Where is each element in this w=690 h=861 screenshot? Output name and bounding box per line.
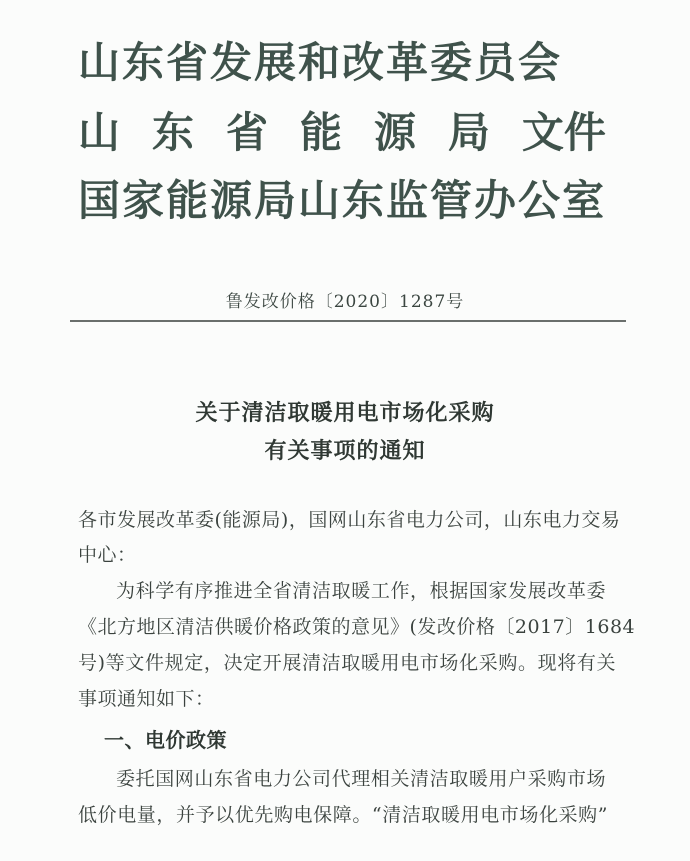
addressee-line-1: 各市发展改革委(能源局)，国网山东省电力公司，山东电力交易	[78, 509, 621, 531]
issuer-char: 源	[373, 108, 416, 157]
issuer-char: 省	[225, 108, 268, 157]
section-1-heading: 一、电价政策	[104, 728, 227, 752]
issuer-char: 局	[447, 108, 490, 157]
addressee-line-2: 中心：	[78, 544, 137, 566]
paragraph-2-line-2: 低价电量，并予以优先购电保障。“清洁取暖用电市场化采购”	[78, 804, 608, 826]
issuer-char: 文件	[521, 108, 606, 157]
header-divider	[70, 320, 626, 322]
issuer-char: 东	[151, 108, 194, 157]
paragraph-1-line-2: 《北方地区清洁供暖价格政策的意见》(发改价格〔2017〕1684	[78, 616, 636, 638]
document-number: 鲁发改价格〔2020〕1287号	[225, 292, 465, 312]
paragraph-1-line-4: 事项通知如下：	[78, 688, 215, 710]
paragraph-1-line-3: 号)等文件规定，决定开展清洁取暖用电市场化采购。现将有关	[78, 652, 616, 674]
document-title-line-2: 有关事项的通知	[264, 438, 426, 464]
issuer-char: 山	[78, 108, 121, 157]
issuer-line-1: 山东省发展和改革委员会	[78, 38, 563, 87]
issuer-line-2	[78, 108, 606, 158]
paragraph-1-line-1: 为科学有序推进全省清洁取暖工作，根据国家发展改革委	[116, 580, 606, 602]
issuer-char: 能	[299, 108, 342, 157]
issuer-line-3: 国家能源局山东监管办公室	[78, 176, 607, 225]
paragraph-2-line-1: 委托国网山东省电力公司代理相关清洁取暖用户采购市场	[116, 768, 606, 790]
document-title-line-1: 关于清洁取暖用电市场化采购	[195, 400, 495, 426]
